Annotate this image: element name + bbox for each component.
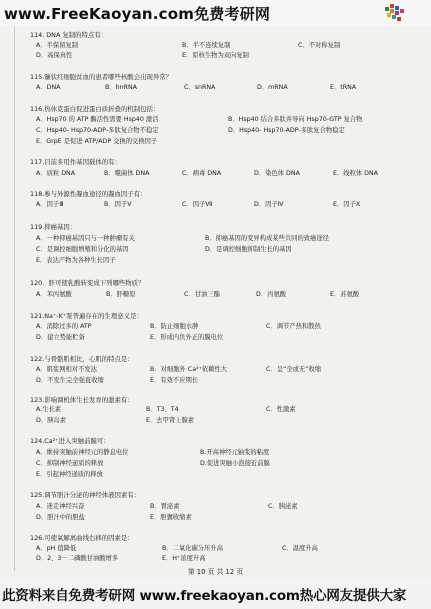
q114-option-d: D．高保真性 — [36, 52, 73, 59]
q125-option-e: E．胆囊收缩素 — [150, 514, 192, 521]
scan-margin-line — [14, 26, 15, 571]
q117-option-b: B．噬菌体 DNA — [104, 170, 150, 177]
q121-option-d: D．建立势能贮备 — [36, 334, 85, 341]
q114-option-b: B．半不连续复制 — [182, 42, 231, 49]
q121-option-c: C．调节产热和散热 — [266, 323, 321, 330]
q119-option-b: B．抑癌基因的变异构成某些共同的致癌途径 — [205, 235, 329, 242]
question-117-stem: 117.目前多用作基因载体的有： — [30, 158, 121, 166]
question-116-stem: 116.热休克蛋白促进蛋白质折叠的机制包括： — [30, 105, 160, 113]
q114-option-e: E．原核生物为双向复制 — [182, 52, 249, 59]
question-120-stem: 120．肝可使乳酸转变成下列哪些物质？ — [30, 279, 145, 287]
q118-option-c: C．因子Ⅶ — [182, 201, 213, 208]
q114-option-c: C．不对称复制 — [298, 42, 341, 49]
q123-option-d: D．胰岛素 — [36, 417, 67, 424]
q123-option-c: C．性激素 — [266, 406, 296, 413]
q126-option-a: A．pH 值降低 — [36, 545, 77, 552]
q124-option-d: D.促进突触小泡接近前膜 — [200, 460, 270, 467]
q126-option-d: D．2、3－二磷酸甘油酸增多 — [36, 555, 119, 562]
q126-option-e: E．H⁺浓度升高 — [162, 555, 206, 562]
question-115-stem: 115.镰状红细胞贫血的患者哪些核酸会出现异常？ — [30, 73, 173, 81]
question-124-stem: 124.Ca²⁺进入突触前膜可： — [30, 437, 110, 445]
q114-option-a: A．半保留复制 — [36, 42, 79, 49]
q118-option-d: D．因子Ⅳ — [254, 201, 284, 208]
q118-option-e: E．因子Ⅹ — [333, 201, 361, 208]
q117-option-e: E．线粒体 DNA — [333, 170, 379, 177]
q116-option-c: C．Hsp40- Hsp70-ADP-多肽复合物不稳定 — [36, 127, 159, 134]
q124-option-b: B.开高神经元轴浆的粘度 — [200, 449, 270, 456]
site-logo-icon — [384, 3, 406, 25]
q122-option-c: C．呈“全或无”收缩 — [266, 366, 321, 373]
q123-option-e: E．去甲肾上腺素 — [146, 417, 195, 424]
q116-option-d: D．Hsp40- Hsp70-ADP-多肽复合物稳定 — [228, 127, 345, 134]
q120-option-e: E．苏氨酸 — [330, 291, 360, 298]
q123-option-a: A.生长素 — [36, 406, 62, 413]
site-banner-text: www.FreeKaoyan.com免费考研网 — [4, 5, 271, 23]
q121-option-e: E．形成内负外正的膜电位 — [150, 334, 224, 341]
q122-option-d: D．不发生完全强直收缩 — [36, 377, 104, 384]
q125-option-a: A．迷走神经兴奋 — [36, 503, 85, 510]
q115-option-e: E．tRNA — [330, 84, 357, 91]
q115-option-a: A．DNA — [36, 84, 61, 91]
question-121-stem: 121.Na⁺-K⁺泵普遍存在的生理意义是： — [30, 312, 143, 320]
q124-option-a: A．维持突触前神经元的静息电位 — [36, 449, 129, 456]
q116-option-e: E．GrpE 是促进 ATP/ADP 交换的交换因子 — [36, 138, 158, 145]
q124-option-c: C．抑制神经递质的释放 — [36, 460, 104, 467]
q115-option-d: D．mRNA — [257, 84, 288, 91]
q117-option-a: A．质粒 DNA — [36, 170, 76, 177]
q122-option-a: A．肌浆网相对不发达 — [36, 366, 97, 373]
q126-option-b: B．二氧化碳分压升高 — [162, 545, 223, 552]
q119-option-d: D．是调控细胞抑制生长的基因 — [205, 246, 292, 253]
question-119-stem: 119.抑癌基因： — [30, 223, 77, 231]
q119-option-a: A．一种抑癌基因只与一种肿瘤有关 — [36, 235, 135, 242]
q115-option-c: C．snRNA — [184, 84, 216, 91]
q121-option-b: B．防止细胞水肿 — [150, 323, 199, 330]
q117-option-d: D．染色体 DNA — [254, 170, 300, 177]
q118-option-a: A．因子Ⅲ — [36, 201, 64, 208]
q122-option-b: B．对细胞外 Ca²⁺依赖性大 — [150, 366, 228, 373]
q124-option-e: E．引起神经递质的释放 — [36, 471, 103, 478]
q116-option-a: A．Hsp70 的 ATP 酶活性需要 Hsp40 激活 — [36, 116, 159, 123]
question-122-stem: 122.与骨骼肌相比，心肌的特点是： — [30, 355, 134, 363]
q119-option-c: C．是调控细胞增殖和分化的基因 — [36, 246, 129, 253]
q120-option-a: A．苯丙氨酸 — [36, 291, 72, 298]
q118-option-b: B．因子Ⅴ — [104, 201, 132, 208]
q117-option-c: C．病毒 DNA — [182, 170, 222, 177]
q121-option-a: A．消除过多的 ATP — [36, 323, 92, 330]
q116-option-b: B．Hsp40 结合多肽并导向 Hsp70-GTP 复合物 — [228, 116, 363, 123]
q125-option-d: D．胆汁中的胆盐 — [36, 514, 85, 521]
q115-option-b: B．hnRNA — [105, 84, 137, 91]
page-number: 第 10 页 共 12 页 — [187, 568, 244, 576]
q126-option-c: C．温度升高 — [282, 545, 318, 552]
q120-option-d: D．丙氨酸 — [256, 291, 287, 298]
q120-option-b: B．肝糖原 — [106, 291, 136, 298]
q122-option-e: E．有效不应期长 — [150, 377, 199, 384]
q123-option-b: B．T3、T4 — [146, 406, 179, 413]
question-114-stem: 114. DNA 复制的特点有： — [30, 31, 108, 39]
question-125-stem: 125.调节胆汁分泌的神经体液因素有： — [30, 491, 141, 499]
q125-option-c: C．胰泌素 — [268, 503, 298, 510]
site-header — [0, 0, 431, 26]
q125-option-b: B．胃泌素 — [150, 503, 180, 510]
q119-option-e: E．表达产物为各种生长因子 — [36, 257, 116, 264]
q120-option-c: C．甘油三酯 — [184, 291, 220, 298]
promo-footer-text: 此资料来自免费考研网 www.freekaoyan.com热心网友提供大家 — [2, 588, 407, 604]
question-126-stem: 126.可使氧解离曲线右移的因素是： — [30, 534, 134, 542]
question-123-stem: 123.影响调机体生长发育的激素有： — [30, 396, 134, 404]
question-118-stem: 118.参与外源性凝血途径的凝血因子有： — [30, 190, 147, 198]
